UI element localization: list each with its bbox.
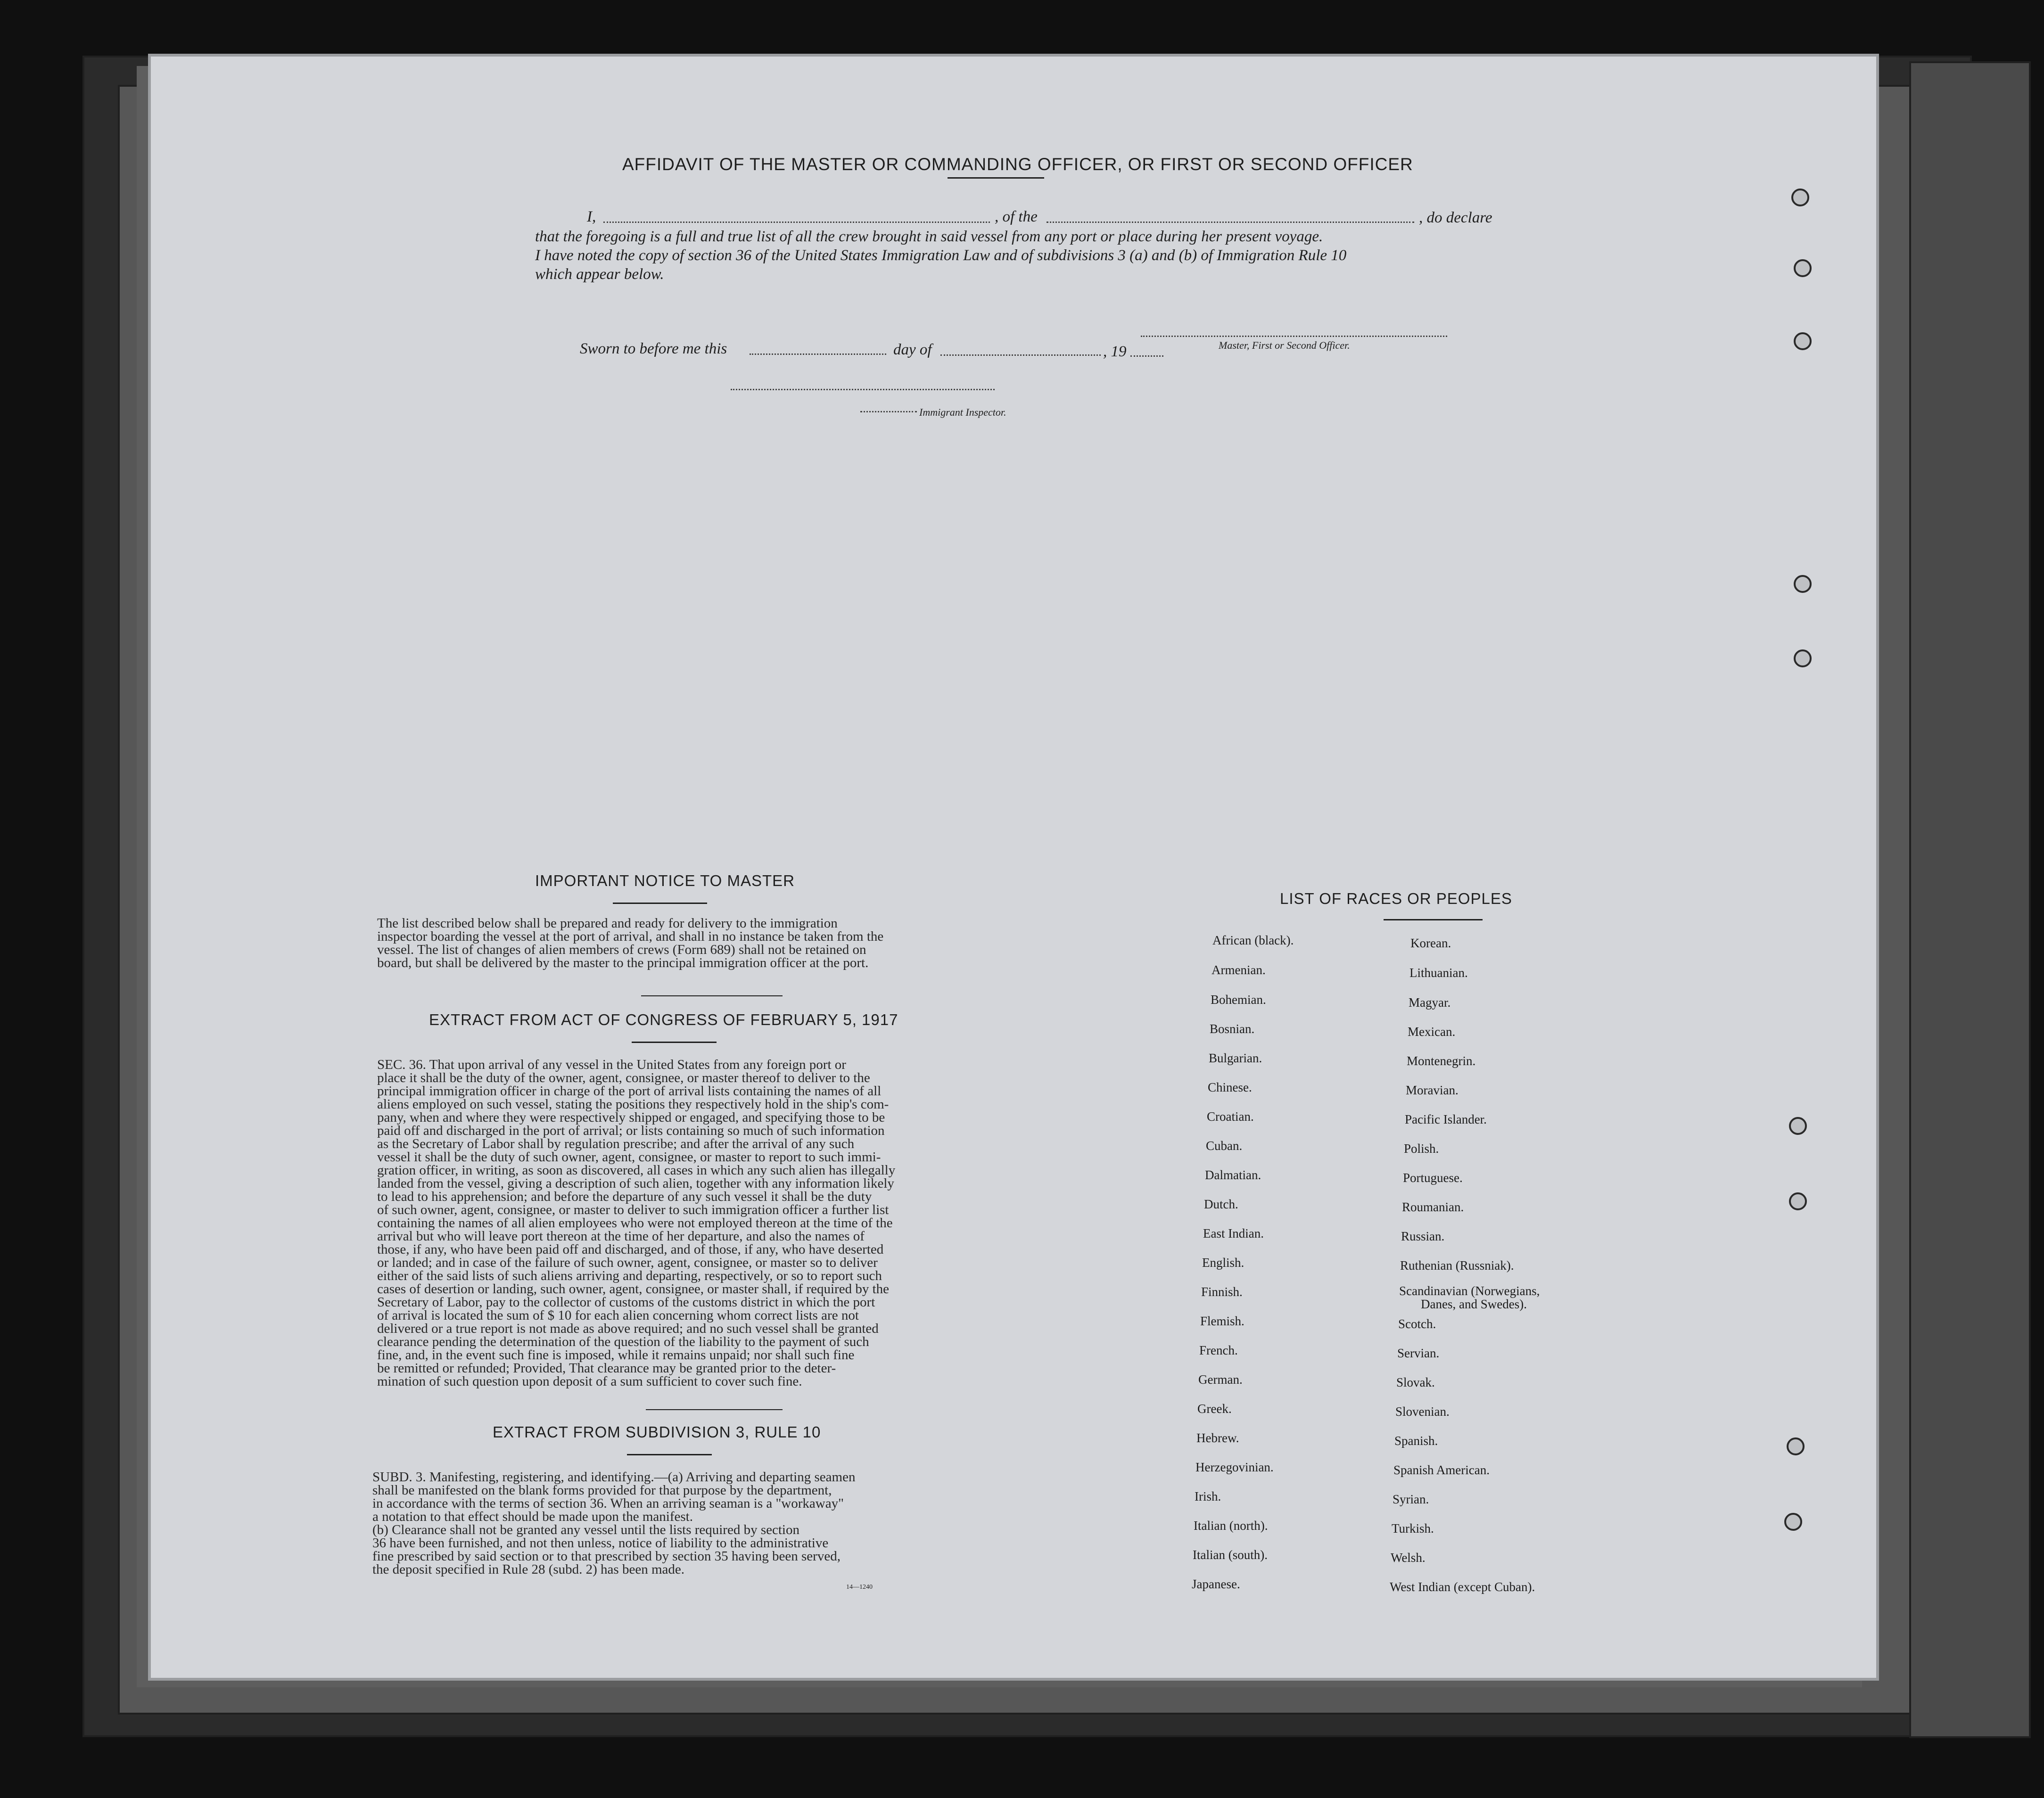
inspector-lead-line xyxy=(860,411,917,412)
race-item: Chinese. xyxy=(1208,1080,1252,1094)
act-line: mination of such question upon deposit of a sum sufficient to cover such fine. xyxy=(377,1374,802,1389)
act-divider xyxy=(646,1409,783,1410)
act-line: landed from the vessel, giving a description of such alien, together with any information likely xyxy=(377,1176,894,1191)
race-item: Spanish. xyxy=(1394,1434,1438,1448)
race-item: Pacific Islander. xyxy=(1405,1112,1487,1126)
name-blank[interactable] xyxy=(603,222,990,223)
affidavit-line-2: that the foregoing is a full and true list of all the crew brought in said vessel from any port or place during her present voyage. xyxy=(535,228,1323,245)
binder-hole xyxy=(1787,1437,1805,1455)
act-line: cases of desertion or landing, such owner, agent, consignee, or master shall, if required by the xyxy=(377,1281,889,1297)
act-title: EXTRACT FROM ACT OF CONGRESS OF FEBRUARY 5, 1917 xyxy=(429,1011,898,1028)
race-item: Magyar. xyxy=(1409,995,1451,1010)
rule-line: in accordance with the terms of section 36. When an arriving seaman is a "workaway" xyxy=(372,1496,844,1511)
act-underline xyxy=(632,1042,717,1043)
race-item: Armenian. xyxy=(1212,963,1266,977)
race-item: Slovak. xyxy=(1396,1375,1435,1389)
rule-title: EXTRACT FROM SUBDIVISION 3, RULE 10 xyxy=(493,1423,821,1441)
rule-line: the deposit specified in Rule 28 (subd. 2) has been made. xyxy=(372,1562,685,1577)
race-item: Welsh. xyxy=(1391,1551,1426,1565)
race-item: Bulgarian. xyxy=(1209,1051,1262,1065)
races-title: LIST OF RACES OR PEOPLES xyxy=(1280,890,1512,907)
inspector-signature-line[interactable] xyxy=(731,389,995,390)
notice-line: vessel. The list of changes of alien members of crews (Form 689) shall not be retained on xyxy=(377,942,866,957)
race-item: Turkish. xyxy=(1392,1521,1434,1535)
race-item: Bohemian. xyxy=(1211,993,1266,1007)
year-blank[interactable] xyxy=(1130,355,1163,357)
race-item: Greek. xyxy=(1197,1402,1232,1416)
race-item: West Indian (except Cuban). xyxy=(1390,1580,1535,1594)
act-line: principal immigration officer in charge of the port of arrival lists containing the names of all xyxy=(377,1084,882,1099)
binder-hole xyxy=(1794,332,1812,350)
act-line: containing the names of all alien employees who were not employed thereon at the time of the xyxy=(377,1215,893,1231)
title-underline xyxy=(948,177,1044,179)
race-item: Dutch. xyxy=(1204,1197,1238,1211)
race-item: Roumanian. xyxy=(1402,1200,1464,1214)
race-item: East Indian. xyxy=(1203,1226,1264,1240)
notice-body xyxy=(377,917,1103,969)
race-item: German. xyxy=(1198,1372,1243,1387)
rule-line: SUBD. 3. Manifesting, registering, and identifying.—(a) Arriving and departing seamen xyxy=(372,1470,856,1485)
race-item: Moravian. xyxy=(1406,1083,1459,1097)
race-item: French. xyxy=(1199,1343,1238,1357)
notice-divider xyxy=(641,995,783,996)
binder-hole xyxy=(1784,1513,1802,1531)
race-item: Cuban. xyxy=(1206,1139,1243,1153)
notice-line: board, but shall be delivered by the master to the principal immigration officer at the port. xyxy=(377,955,869,970)
sworn-month-blank[interactable] xyxy=(940,354,1101,356)
rule-body xyxy=(372,1470,1098,1576)
notice-line: inspector boarding the vessel at the port of arrival, and shall in no instance be taken from the xyxy=(377,929,884,944)
form-code: 14—1240 xyxy=(846,1584,873,1591)
act-line: as the Secretary of Labor shall by regulation prescribe; and after the arrival of any such xyxy=(377,1136,855,1151)
act-body xyxy=(377,1058,1103,1388)
rule-line: fine prescribed by said section or to that prescribed by section 35 having been served, xyxy=(372,1549,841,1564)
inspector-caption: Immigrant Inspector. xyxy=(919,406,1006,418)
race-item: Danes, and Swedes). xyxy=(1421,1297,1527,1311)
notice-line: The list described below shall be prepared and ready for delivery to the immigration xyxy=(377,916,838,931)
rule-line: 36 have been furnished, and not then unless, notice of liability to the administrative xyxy=(372,1535,829,1551)
rule-line: (b) Clearance shall not be granted any vessel until the lists required by section xyxy=(372,1522,799,1537)
race-item: Slovenian. xyxy=(1395,1404,1450,1419)
sworn-text: Sworn to before me this xyxy=(580,340,727,357)
act-line: aliens employed on such vessel, stating the positions they respectively hold in the ship's com- xyxy=(377,1097,889,1112)
race-item: Spanish American. xyxy=(1393,1463,1490,1477)
race-item: Italian (north). xyxy=(1194,1519,1268,1533)
act-line: delivered or a true report is not made as above required; and no such vessel shall be granted xyxy=(377,1321,879,1336)
affidavit-do-declare: , do declare xyxy=(1419,209,1492,226)
race-item: Servian. xyxy=(1397,1346,1440,1360)
act-line: arrival but who will leave port thereon at the time of her departure, and also the names of xyxy=(377,1229,865,1244)
act-line: fine, and, in the event such fine is imposed, while it remains unpaid; nor shall such fine xyxy=(377,1347,855,1363)
race-item: Finnish. xyxy=(1201,1285,1243,1299)
act-line: gration officer, in writing, as soon as discovered, all cases in which any such alien has illegally xyxy=(377,1163,896,1178)
sworn-day-blank[interactable] xyxy=(750,353,886,355)
master-signature-line[interactable] xyxy=(1141,336,1447,337)
right-edge-sheet xyxy=(1909,61,2031,1738)
race-item: Syrian. xyxy=(1393,1492,1429,1506)
notice-title: IMPORTANT NOTICE TO MASTER xyxy=(535,872,795,889)
race-item: Italian (south). xyxy=(1193,1548,1268,1562)
race-item: Korean. xyxy=(1410,936,1451,950)
rule-line: shall be manifested on the blank forms provided for that purpose by the department, xyxy=(372,1483,832,1498)
act-line: SEC. 36. That upon arrival of any vessel in the United States from any foreign port or xyxy=(377,1057,846,1072)
race-item: Scotch. xyxy=(1398,1317,1436,1331)
affidavit-of-the: , of the xyxy=(995,208,1038,225)
affidavit-line-3: I have noted the copy of section 36 of the United States Immigration Law and of subdivisions 3 (a) and (b) of Immigration Rule 10 xyxy=(535,247,1347,264)
race-item: Herzegovinian. xyxy=(1195,1460,1274,1474)
race-item: Scandinavian (Norwegians, xyxy=(1399,1284,1540,1298)
race-item: Bosnian. xyxy=(1210,1022,1255,1036)
act-line: of arrival is located the sum of $ 10 for each alien concerning whom correct lists are not xyxy=(377,1308,859,1323)
year-prefix: , 19 xyxy=(1103,343,1127,360)
act-line: either of the said lists of such aliens arriving and departing, respectively, or so to report such xyxy=(377,1268,882,1283)
affidavit-pronoun: I, xyxy=(587,208,596,225)
races-underline xyxy=(1384,919,1483,920)
race-item: Polish. xyxy=(1404,1141,1439,1156)
binder-hole xyxy=(1794,575,1812,593)
race-item: Dalmatian. xyxy=(1205,1168,1261,1182)
race-item: English. xyxy=(1202,1256,1245,1270)
binder-hole xyxy=(1789,1117,1807,1135)
act-line: paid off and discharged in the port of arrival; or lists containing so much of such information xyxy=(377,1123,885,1138)
act-line: be remitted or refunded; Provided, That clearance may be granted prior to the deter- xyxy=(377,1361,836,1376)
race-item: Flemish. xyxy=(1200,1314,1245,1328)
binder-hole xyxy=(1791,189,1809,206)
act-line: Secretary of Labor, pay to the collector of customs of the customs district in which the port xyxy=(377,1295,875,1310)
act-line: place it shall be the duty of the owner, agent, consignee, or master thereof to deliver to the xyxy=(377,1070,870,1085)
race-item: Portuguese. xyxy=(1403,1171,1463,1185)
race-item: Ruthenian (Russniak). xyxy=(1400,1258,1514,1273)
act-line: pany, when and where they were respectively shipped or engaged, and specifying those to be xyxy=(377,1110,885,1125)
act-line: vessel it shall be the duty of such owner, agent, consignee, or master to report to such immi- xyxy=(377,1149,881,1165)
manifest-page xyxy=(151,57,1876,1678)
affidavit-line-4: which appear below. xyxy=(535,266,664,283)
race-item: Irish. xyxy=(1195,1489,1221,1503)
act-line: those, if any, who have been paid off and discharged, and of those, if any, who have deserted xyxy=(377,1242,884,1257)
race-item: Russian. xyxy=(1401,1229,1445,1243)
race-item: Japanese. xyxy=(1192,1577,1240,1591)
race-item: Croatian. xyxy=(1207,1109,1254,1124)
act-line: to lead to his apprehension; and before the departure of any such vessel it shall be the duty xyxy=(377,1189,872,1204)
race-item: Hebrew. xyxy=(1196,1431,1239,1445)
vessel-blank[interactable] xyxy=(1047,222,1414,223)
race-item: Montenegrin. xyxy=(1407,1054,1476,1068)
act-line: of such owner, agent, consignee, or master to deliver to such immigration officer a further list xyxy=(377,1202,889,1217)
race-item: Mexican. xyxy=(1408,1025,1456,1039)
race-item: Lithuanian. xyxy=(1409,966,1468,980)
master-signature-caption: Master, First or Second Officer. xyxy=(1219,339,1350,351)
act-line: clearance pending the determination of the question of the liability to the payment of such xyxy=(377,1334,869,1349)
rule-underline xyxy=(627,1454,712,1455)
notice-underline xyxy=(613,903,707,904)
day-of-text: day of xyxy=(893,341,932,358)
rule-line: a notation to that effect should be made upon the manifest. xyxy=(372,1509,693,1524)
affidavit-title: AFFIDAVIT OF THE MASTER OR COMMANDING OFFICER, OR FIRST OR SECOND OFFICER xyxy=(622,155,1413,174)
binder-hole xyxy=(1789,1192,1807,1210)
race-item: African (black). xyxy=(1212,933,1294,947)
binder-hole xyxy=(1794,259,1812,277)
binder-hole xyxy=(1794,649,1812,667)
act-line: or landed; and in case of the failure of such owner, agent, consignee, or master so to deliver xyxy=(377,1255,878,1270)
